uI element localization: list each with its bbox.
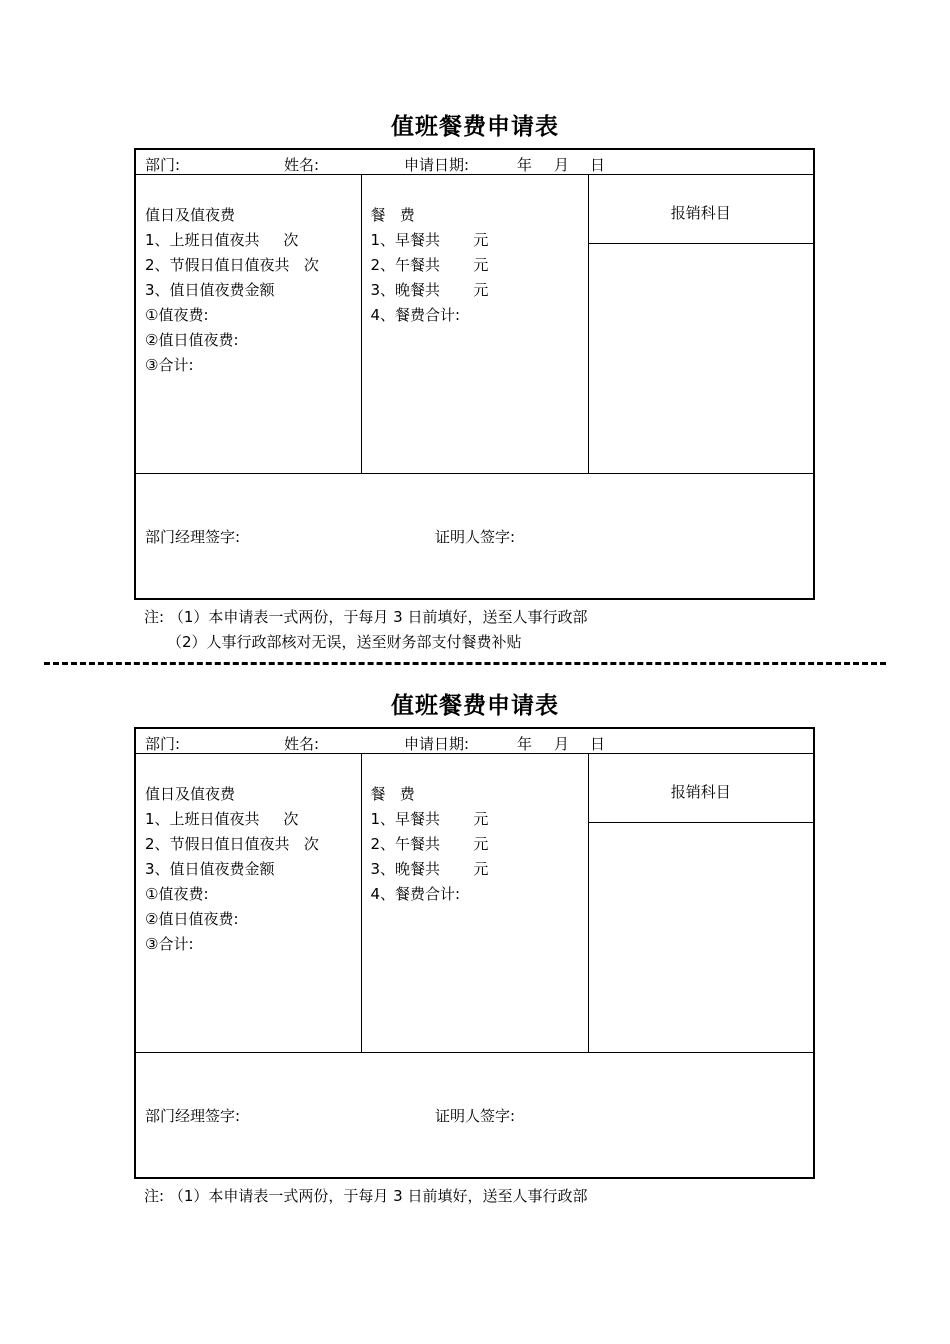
duty-fee-item: 3、值日值夜费金额 [145, 860, 275, 878]
form-title-1: 值班餐费申请表 [391, 114, 559, 140]
name-label: 姓名: [284, 156, 320, 174]
meal-fee-section [361, 175, 588, 474]
name-label: 姓名: [284, 735, 320, 753]
form-header-row [135, 149, 814, 175]
form-title-2: 值班餐费申请表 [391, 693, 559, 719]
apply-date-label: 申请日期: [404, 735, 470, 753]
signature-row [135, 474, 814, 600]
duty-fee-item: 1、上班日值夜共 次 [145, 231, 299, 249]
manager-signature-label: 部门经理签字: [145, 528, 241, 546]
duty-fee-item: 1、上班日值夜共 次 [145, 810, 299, 828]
witness-signature-label: 证明人签字: [435, 1107, 516, 1125]
form-body-row [135, 175, 814, 474]
note-line-1: 注: （1）本申请表一式两份，于每月 3 日前填好，送至人事行政部 [144, 608, 588, 626]
meal-fee-item: 1、早餐共 元 [370, 810, 489, 828]
signature-row [135, 1053, 814, 1179]
meal-fee-heading: 餐 费 [370, 785, 415, 803]
duty-fee-heading: 值日及值夜费 [145, 785, 236, 803]
meal-fee-heading: 餐 费 [370, 206, 415, 224]
meal-request-form-2 [134, 727, 815, 1179]
meal-fee-section [361, 754, 588, 1053]
meal-fee-item: 3、晚餐共 元 [370, 281, 489, 299]
department-label: 部门: [145, 156, 181, 174]
duty-fee-item: 3、值日值夜费金额 [145, 281, 275, 299]
day-label: 日 [590, 735, 606, 753]
duty-fee-item: ②值日值夜费: [145, 331, 239, 349]
duty-fee-item: ②值日值夜费: [145, 910, 239, 928]
meal-fee-item: 2、午餐共 元 [370, 835, 489, 853]
month-label: 月 [554, 735, 570, 753]
duty-fee-item: 2、节假日值日值夜共 次 [145, 835, 319, 853]
duty-fee-section [135, 754, 361, 1053]
reimburse-subject-section [588, 754, 814, 1053]
duty-fee-item: 2、节假日值日值夜共 次 [145, 256, 319, 274]
duty-fee-item: ①值夜费: [145, 885, 209, 903]
year-label: 年 [517, 735, 533, 753]
meal-request-form-1 [134, 148, 815, 600]
duty-fee-item: ①值夜费: [145, 306, 209, 324]
note-line-1: 注: （1）本申请表一式两份，于每月 3 日前填好，送至人事行政部 [144, 1187, 588, 1205]
note-line-2: （2）人事行政部核对无误，送至财务部支付餐费补贴 [167, 633, 522, 651]
form-header-row [135, 728, 814, 754]
meal-fee-item: 4、餐费合计: [370, 306, 461, 324]
meal-fee-item: 4、餐费合计: [370, 885, 461, 903]
apply-date-label: 申请日期: [404, 156, 470, 174]
month-label: 月 [554, 156, 570, 174]
reimburse-subject-label: 报销科目 [589, 175, 814, 244]
form-body-row [135, 754, 814, 1053]
duty-fee-section [135, 175, 361, 474]
department-label: 部门: [145, 735, 181, 753]
reimburse-subject-label: 报销科目 [589, 754, 814, 823]
meal-fee-item: 3、晚餐共 元 [370, 860, 489, 878]
duty-fee-item: ③合计: [145, 935, 194, 953]
reimburse-subject-section [588, 175, 814, 474]
duty-fee-item: ③合计: [145, 356, 194, 374]
duty-fee-heading: 值日及值夜费 [145, 206, 236, 224]
meal-fee-item: 1、早餐共 元 [370, 231, 489, 249]
meal-fee-item: 2、午餐共 元 [370, 256, 489, 274]
cut-line-divider [44, 662, 886, 665]
witness-signature-label: 证明人签字: [435, 528, 516, 546]
day-label: 日 [590, 156, 606, 174]
manager-signature-label: 部门经理签字: [145, 1107, 241, 1125]
year-label: 年 [517, 156, 533, 174]
